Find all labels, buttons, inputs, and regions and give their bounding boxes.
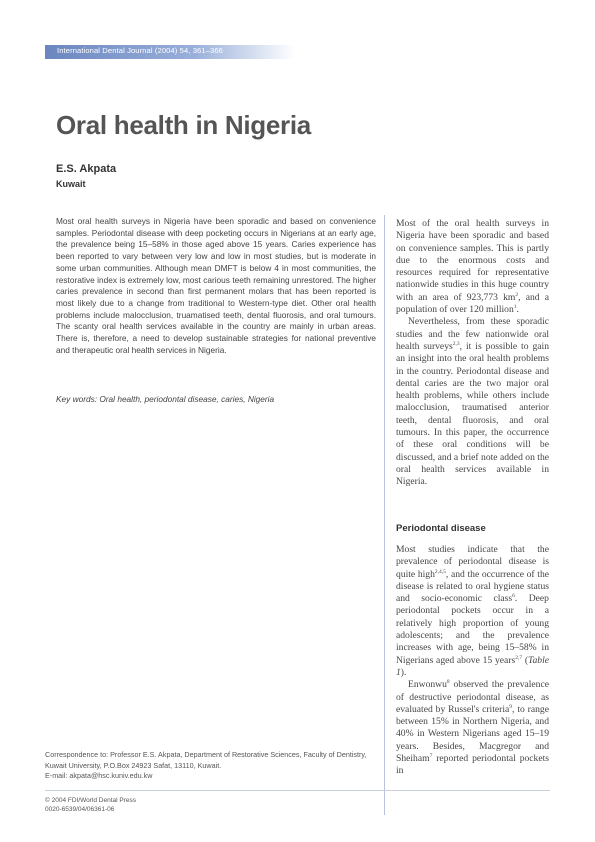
citation-ref: 8 [446,679,450,686]
text-run: Most of the oral health surveys in Nigeria have been sporadic and based on convenience samples. This is partly due to the enormous costs and resources required for representative nationwide studies in this huge country with an area of 923,773 km [396,218,549,303]
citation-ref: 2,7 [515,654,523,661]
intro-column [396,218,549,489]
text-run: Nevertheless, from these sporadic studies and the few nationwide oral health surveys [396,316,549,352]
text-run: . [516,304,519,316]
text-run: . Deep periodontal pockets occur in a relatively high proportion of young adolescents; and the prevalence increases with age, being 15–58% in Nigerians aged above 15 years [396,593,549,666]
author-name: E.S. Akpata [56,163,117,175]
perio-paragraph-1 [396,544,549,679]
table-reference: Table 1 [396,654,549,678]
intro-paragraph-1 [396,218,549,316]
text-run: Most studies indicate that the prevalence of periodontal disease is quite high [396,544,549,580]
column-divider [384,215,385,815]
article-title: Oral health in Nigeria [56,110,311,140]
text-run: , to range between 15% in Northern Nigeria, and 40% in Western Nigerians aged 15–19 years. Besides, Macgregor and Sheiham [396,703,549,765]
citation-ref: 1 [513,303,517,310]
text-run: ( [522,654,529,666]
running-title: International Dental Journal (2004) 54, 361–366 [57,46,223,55]
superscript: 2 [515,291,519,298]
intro-paragraph-2 [396,316,549,488]
correspondence-address: Correspondence to: Professor E.S. Akpata, Department of Restorative Sciences, Faculty of Dentistry, Kuwait University, P.O.Box 24923 Safat, 13110, Kuwait. [45,750,367,770]
citation-ref: 9 [509,703,513,710]
abstract: Most oral health surveys in Nigeria have been sporadic and based on convenience samples. Periodontal disease with deep pocketing occurs in Nigerians at an early age, the prevalence being 15–58% in those aged above 15 years. Caries experience has been reported to vary between very low and low in most studies, but is moderate in some urban communities. Although mean DMFT is below 4 in most communities, the restorative index is extremely low, most carious teeth remaining unrestored. The higher caries prevalence in second than first permanent molars that has been reported is most likely due to a change from traditional to Western-type diet. Other oral health problems include malocclusion, truamatised teeth, dental fluorosis, and oral tumours. The scanty oral health services available in the country are mainly in urban areas. There is, therefore, a need to develop sustainable strategies for national preventive and therapeutic oral health services in Nigeria. [56,216,376,355]
text-run: , it is possible to gain an insight into the oral health problems in the country. Periodontal disease and dental caries are the two major oral health problems, while others include malocclusion, traumatised anterior teeth, dental fluorosis, and oral tumours. In this paper, the occurrence of these oral conditions will be discussed, and a brief note added on the oral health services available in Nigeria. [396,340,550,488]
citation-ref: 2,4,5 [434,568,446,575]
keywords: Key words: Oral health, periodontal disease, caries, Nigeria [56,394,275,404]
text-run: reported periodontal pockets in [396,753,549,777]
text-run: observed the prevalence of destructive periodontal disease, as evaluated by Russel's criteria [396,679,549,715]
periodontal-column [396,544,549,778]
journal-header-band [45,45,295,59]
correspondence-email: E-mail: akpata@hsc.kuniv.edu.kw [45,771,153,780]
text-run: ). [400,666,407,678]
citation-ref: 6 [512,593,515,599]
author-affiliation: Kuwait [56,179,86,189]
citation-ref: 2,3 [452,340,460,347]
text-run: , and a population of over 120 million [396,291,549,316]
footer [45,796,136,814]
text-run: , and the occurrence of the disease is related to oral hygiene status and socio-economic class [396,568,549,605]
correspondence-note [45,750,375,782]
section-heading: Periodontal disease [396,523,486,534]
perio-paragraph-2 [396,679,549,777]
issn-code: 0020-6539/04/06361-06 [45,806,115,813]
text-run: Enwonwu [408,679,447,691]
citation-ref: 7 [429,752,433,759]
footer-rule [45,790,550,791]
copyright: © 2004 FDI/World Dental Press [45,797,137,804]
